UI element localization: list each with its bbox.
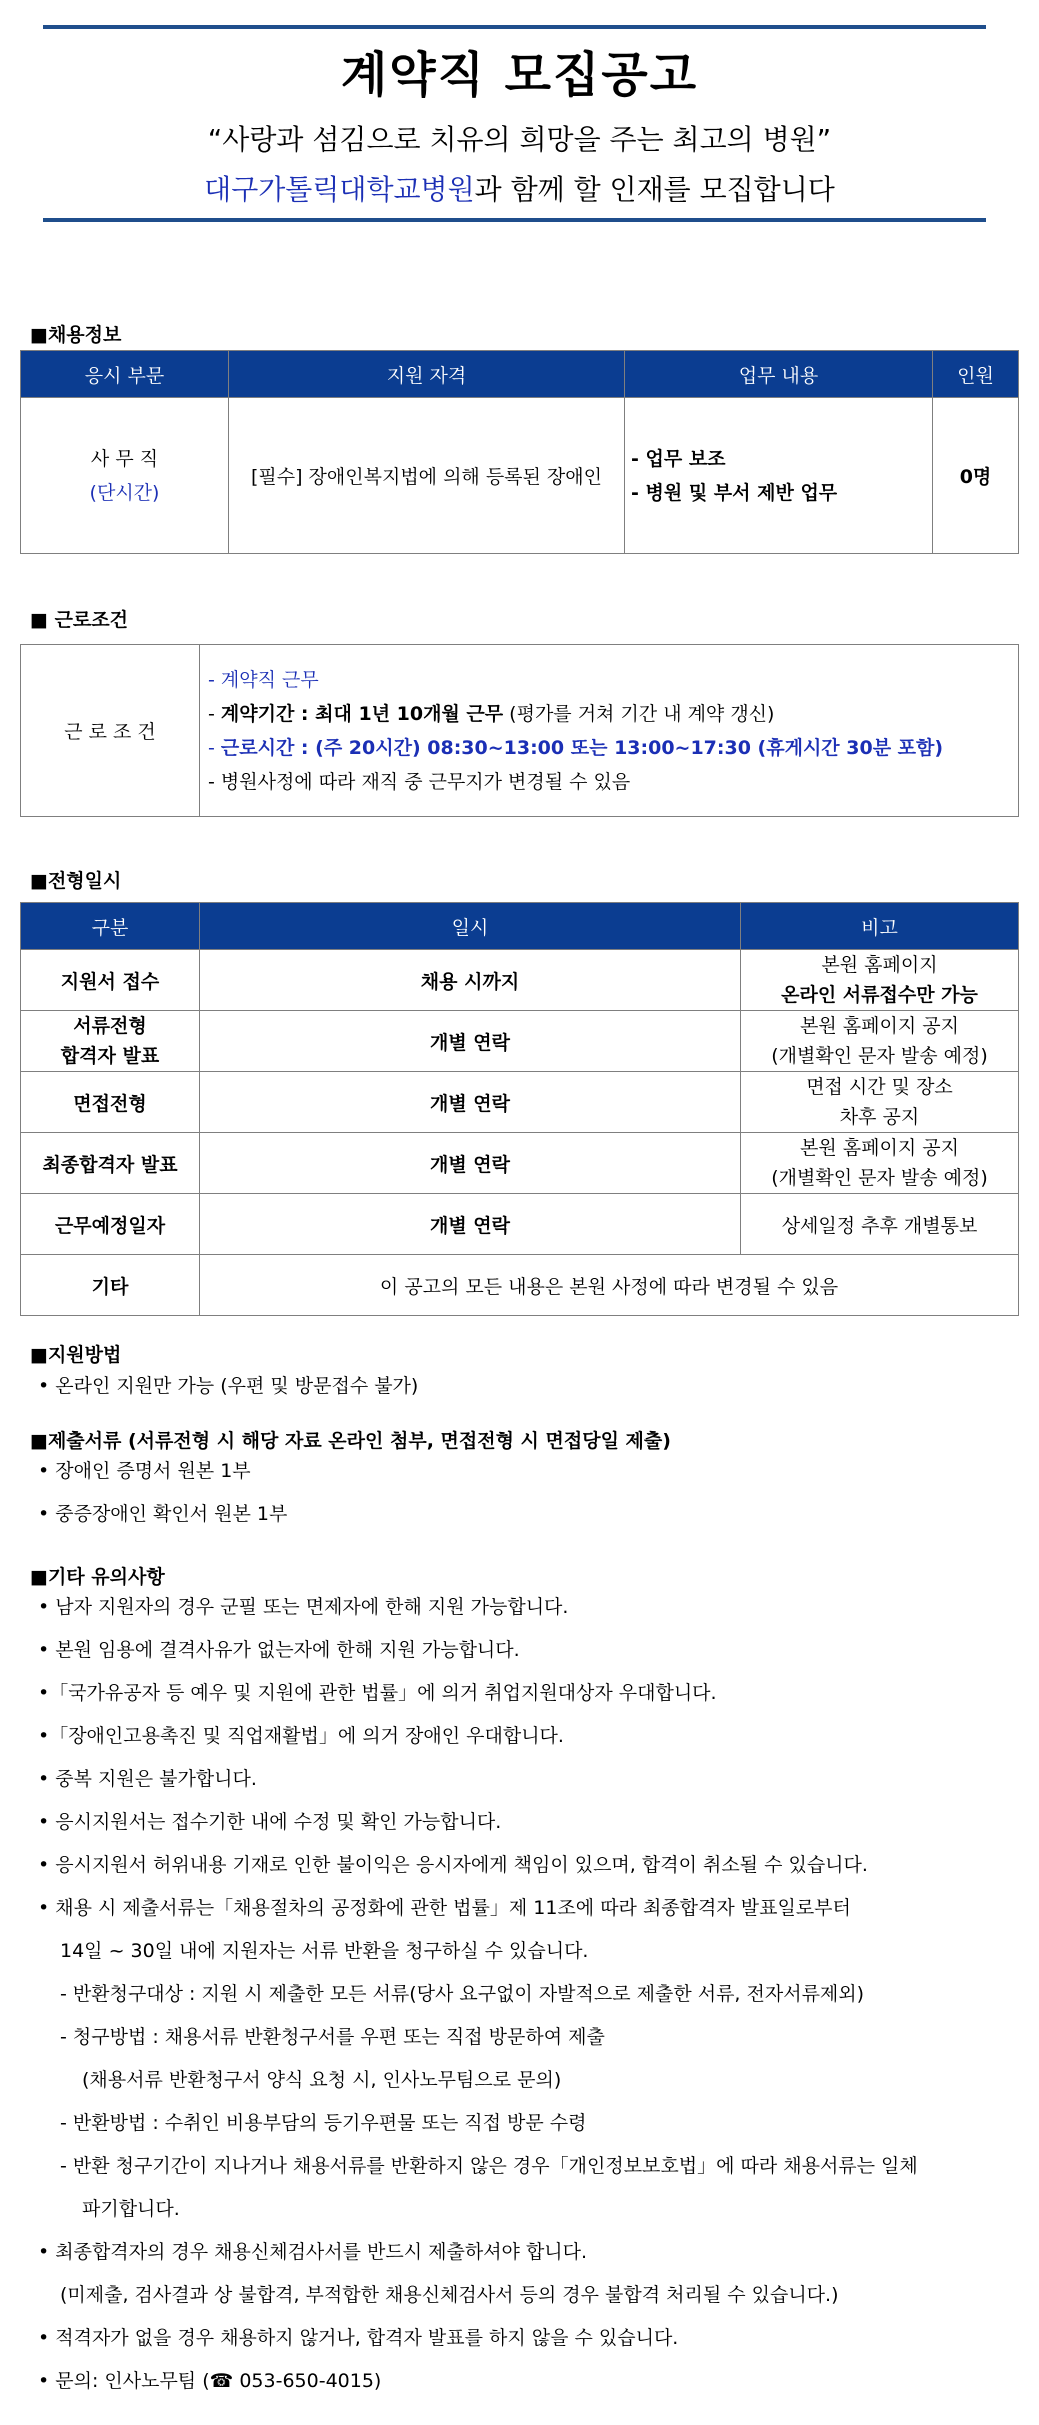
subtitle [0, 168, 1039, 208]
schedule-header-cell: 구분 [21, 903, 200, 950]
position-type: (단시간) [89, 481, 160, 504]
note-line: (채용서류 반환청구서 양식 요청 시, 인사노무팀으로 문의) [82, 2069, 562, 2091]
condition-hours-bold: 근로시간 : (주 20시간) 08:30~13:00 또는 13:00~17:30 (휴게시간 30분 포함) [220, 736, 944, 759]
schedule-row [21, 1072, 1019, 1133]
qualification-cell: [필수] 장애인복지법에 의해 등록된 장애인 [229, 398, 625, 554]
count-cell: 0명 [933, 398, 1019, 554]
schedule-note [741, 1011, 1019, 1072]
condition-location-note: - 병원사정에 따라 재직 중 근무지가 변경될 수 있음 [208, 770, 631, 793]
conditions-table [20, 644, 1019, 817]
note-line: •「장애인고용촉진 및 직업재활법」에 의거 장애인 우대합니다. [38, 1725, 564, 1747]
recruit-header-cell: 인원 [933, 351, 1019, 398]
schedule-date: 채용 시까지 [200, 950, 741, 1011]
schedule-note [741, 1133, 1019, 1194]
schedule-row [21, 1194, 1019, 1255]
conditions-row [21, 645, 1019, 817]
subtitle-rest: 과 함께 할 인재를 모집합니다 [474, 173, 835, 206]
condition-work-hours [208, 731, 1012, 765]
schedule-label: 지원서 접수 [21, 950, 200, 1011]
doc-item: • 장애인 증명서 원본 1부 [38, 1460, 251, 1482]
note-line: • 채용 시 제출서류는「채용절차의 공정화에 관한 법률」제 11조에 따라 최종합격자 발표일로부터 [38, 1897, 851, 1919]
condition-dash: - [208, 736, 221, 759]
conditions-content [200, 645, 1019, 817]
position-name: 사 무 직 [90, 447, 159, 470]
recruit-row [21, 398, 1019, 554]
note-line: - 반환방법 : 수취인 비용부담의 등기우편물 또는 직접 방문 수령 [60, 2112, 587, 2134]
schedule-date: 개별 연락 [200, 1011, 741, 1072]
contact-line: • 문의: 인사노무팀 (☎ 053-650-4015) [38, 2370, 382, 2392]
page-title: 계약직 모집공고 [340, 47, 699, 103]
schedule-note-line: 면접 시간 및 장소 [806, 1076, 953, 1098]
header-top-rule [43, 25, 986, 29]
note-line: • 응시지원서 허위내용 기재로 인한 불이익은 응시자에게 책임이 있으며, 합격이 취소될 수 있습니다. [38, 1854, 868, 1876]
note-line: •「국가유공자 등 예우 및 지원에 관한 법률」에 의거 취업지원대상자 우대합니다. [38, 1682, 717, 1704]
schedule-note-line: 차후 공지 [839, 1106, 920, 1128]
note-line: • 본원 임용에 결격사유가 없는자에 한해 지원 가능합니다. [38, 1639, 520, 1661]
schedule-note-line: (개별확인 문자 발송 예정) [771, 1045, 988, 1067]
schedule-note-line: 본원 홈페이지 [821, 954, 938, 976]
header-bottom-rule [43, 218, 986, 222]
duty-item: - 병원 및 부서 제반 업무 [631, 481, 838, 504]
position-cell [21, 398, 229, 554]
note-line: • 적격자가 없을 경우 채용하지 않거나, 합격자 발표를 하지 않을 수 있습니다. [38, 2327, 679, 2349]
schedule-label: 최종합격자 발표 [21, 1133, 200, 1194]
condition-period-rest: (평가를 거쳐 기간 내 계약 갱신) [503, 702, 775, 725]
recruit-section-title: ■채용정보 [30, 324, 122, 346]
note-line: • 중복 지원은 불가합니다. [38, 1768, 257, 1790]
schedule-note-line: 본원 홈페이지 공지 [800, 1015, 959, 1037]
note-line: • 최종합격자의 경우 채용신체검사서를 반드시 제출하셔야 합니다. [38, 2241, 588, 2263]
schedule-header-cell: 비고 [741, 903, 1019, 950]
doc-item: • 중증장애인 확인서 원본 1부 [38, 1503, 288, 1525]
schedule-note [741, 950, 1019, 1011]
schedule-label-line: 합격자 발표 [60, 1045, 160, 1067]
schedule-date: 개별 연락 [200, 1194, 741, 1255]
duties-cell [625, 398, 933, 554]
note-line: - 반환 청구기간이 지나거나 채용서류를 반환하지 않은 경우「개인정보보호법」에 따라 채용서류는 일체 [60, 2155, 918, 2177]
apply-section-title: ■지원방법 [30, 1344, 122, 1366]
schedule-etc-row [21, 1255, 1019, 1316]
duty-item: - 업무 보조 [631, 447, 726, 470]
note-line: - 반환청구대상 : 지원 시 제출한 모든 서류(당사 요구없이 자발적으로 제출한 서류, 전자서류제외) [60, 1983, 865, 2005]
note-line: (미제출, 검사결과 상 불합격, 부적합한 채용신체검사서 등의 경우 불합격 처리될 수 있습니다.) [60, 2284, 839, 2306]
recruit-table [20, 350, 1019, 554]
schedule-note [741, 1072, 1019, 1133]
recruit-header-cell: 업무 내용 [625, 351, 933, 398]
slogan: “사랑과 섬김으로 치유의 희망을 주는 최고의 병원” [207, 123, 832, 156]
note-line: - 청구방법 : 채용서류 반환청구서를 우편 또는 직접 방문하여 제출 [60, 2026, 605, 2048]
condition-contract-type: - 계약직 근무 [208, 668, 319, 691]
schedule-header-row [21, 903, 1019, 950]
schedule-label [21, 1011, 200, 1072]
recruit-header-row [21, 351, 1019, 398]
schedule-note: 상세일정 추후 개별통보 [741, 1194, 1019, 1255]
conditions-label: 근 로 조 건 [21, 645, 200, 817]
note-line: • 응시지원서는 접수기한 내에 수정 및 확인 가능합니다. [38, 1811, 502, 1833]
notes-section-title: ■기타 유의사항 [30, 1566, 165, 1588]
schedule-row [21, 950, 1019, 1011]
schedule-date: 개별 연락 [200, 1072, 741, 1133]
schedule-section-title: ■전형일시 [30, 870, 122, 892]
condition-dash: - [208, 702, 221, 725]
recruit-header-cell: 응시 부문 [21, 351, 229, 398]
schedule-label: 근무예정일자 [21, 1194, 200, 1255]
schedule-etc-label: 기타 [21, 1255, 200, 1316]
schedule-note-line: 본원 홈페이지 공지 [800, 1137, 959, 1159]
schedule-header-cell: 일시 [200, 903, 741, 950]
condition-contract-period [208, 697, 1012, 731]
schedule-date: 개별 연락 [200, 1133, 741, 1194]
note-line: 파기합니다. [82, 2198, 180, 2220]
schedule-label-line: 서류전형 [73, 1015, 147, 1037]
schedule-etc-text: 이 공고의 모든 내용은 본원 사정에 따라 변경될 수 있음 [200, 1255, 1019, 1316]
schedule-row [21, 1011, 1019, 1072]
hospital-name: 대구가톨릭대학교병원 [204, 173, 475, 206]
apply-line: • 온라인 지원만 가능 (우편 및 방문접수 불가) [38, 1375, 419, 1397]
schedule-row [21, 1133, 1019, 1194]
note-line: • 남자 지원자의 경우 군필 또는 면제자에 한해 지원 가능합니다. [38, 1596, 569, 1618]
schedule-table [20, 902, 1019, 1316]
schedule-label: 면접전형 [21, 1072, 200, 1133]
recruit-header-cell: 지원 자격 [229, 351, 625, 398]
docs-section-title: ■제출서류 (서류전형 시 해당 자료 온라인 첨부, 면접전형 시 면접당일 제출) [30, 1430, 671, 1452]
schedule-note-line: (개별확인 문자 발송 예정) [771, 1167, 988, 1189]
note-line: 14일 ~ 30일 내에 지원자는 서류 반환을 청구하실 수 있습니다. [60, 1940, 589, 1962]
condition-period-bold: 계약기간 : 최대 1년 10개월 근무 [220, 702, 504, 725]
schedule-note-line: 온라인 서류접수만 가능 [781, 984, 978, 1006]
conditions-section-title: ■ 근로조건 [30, 609, 128, 631]
